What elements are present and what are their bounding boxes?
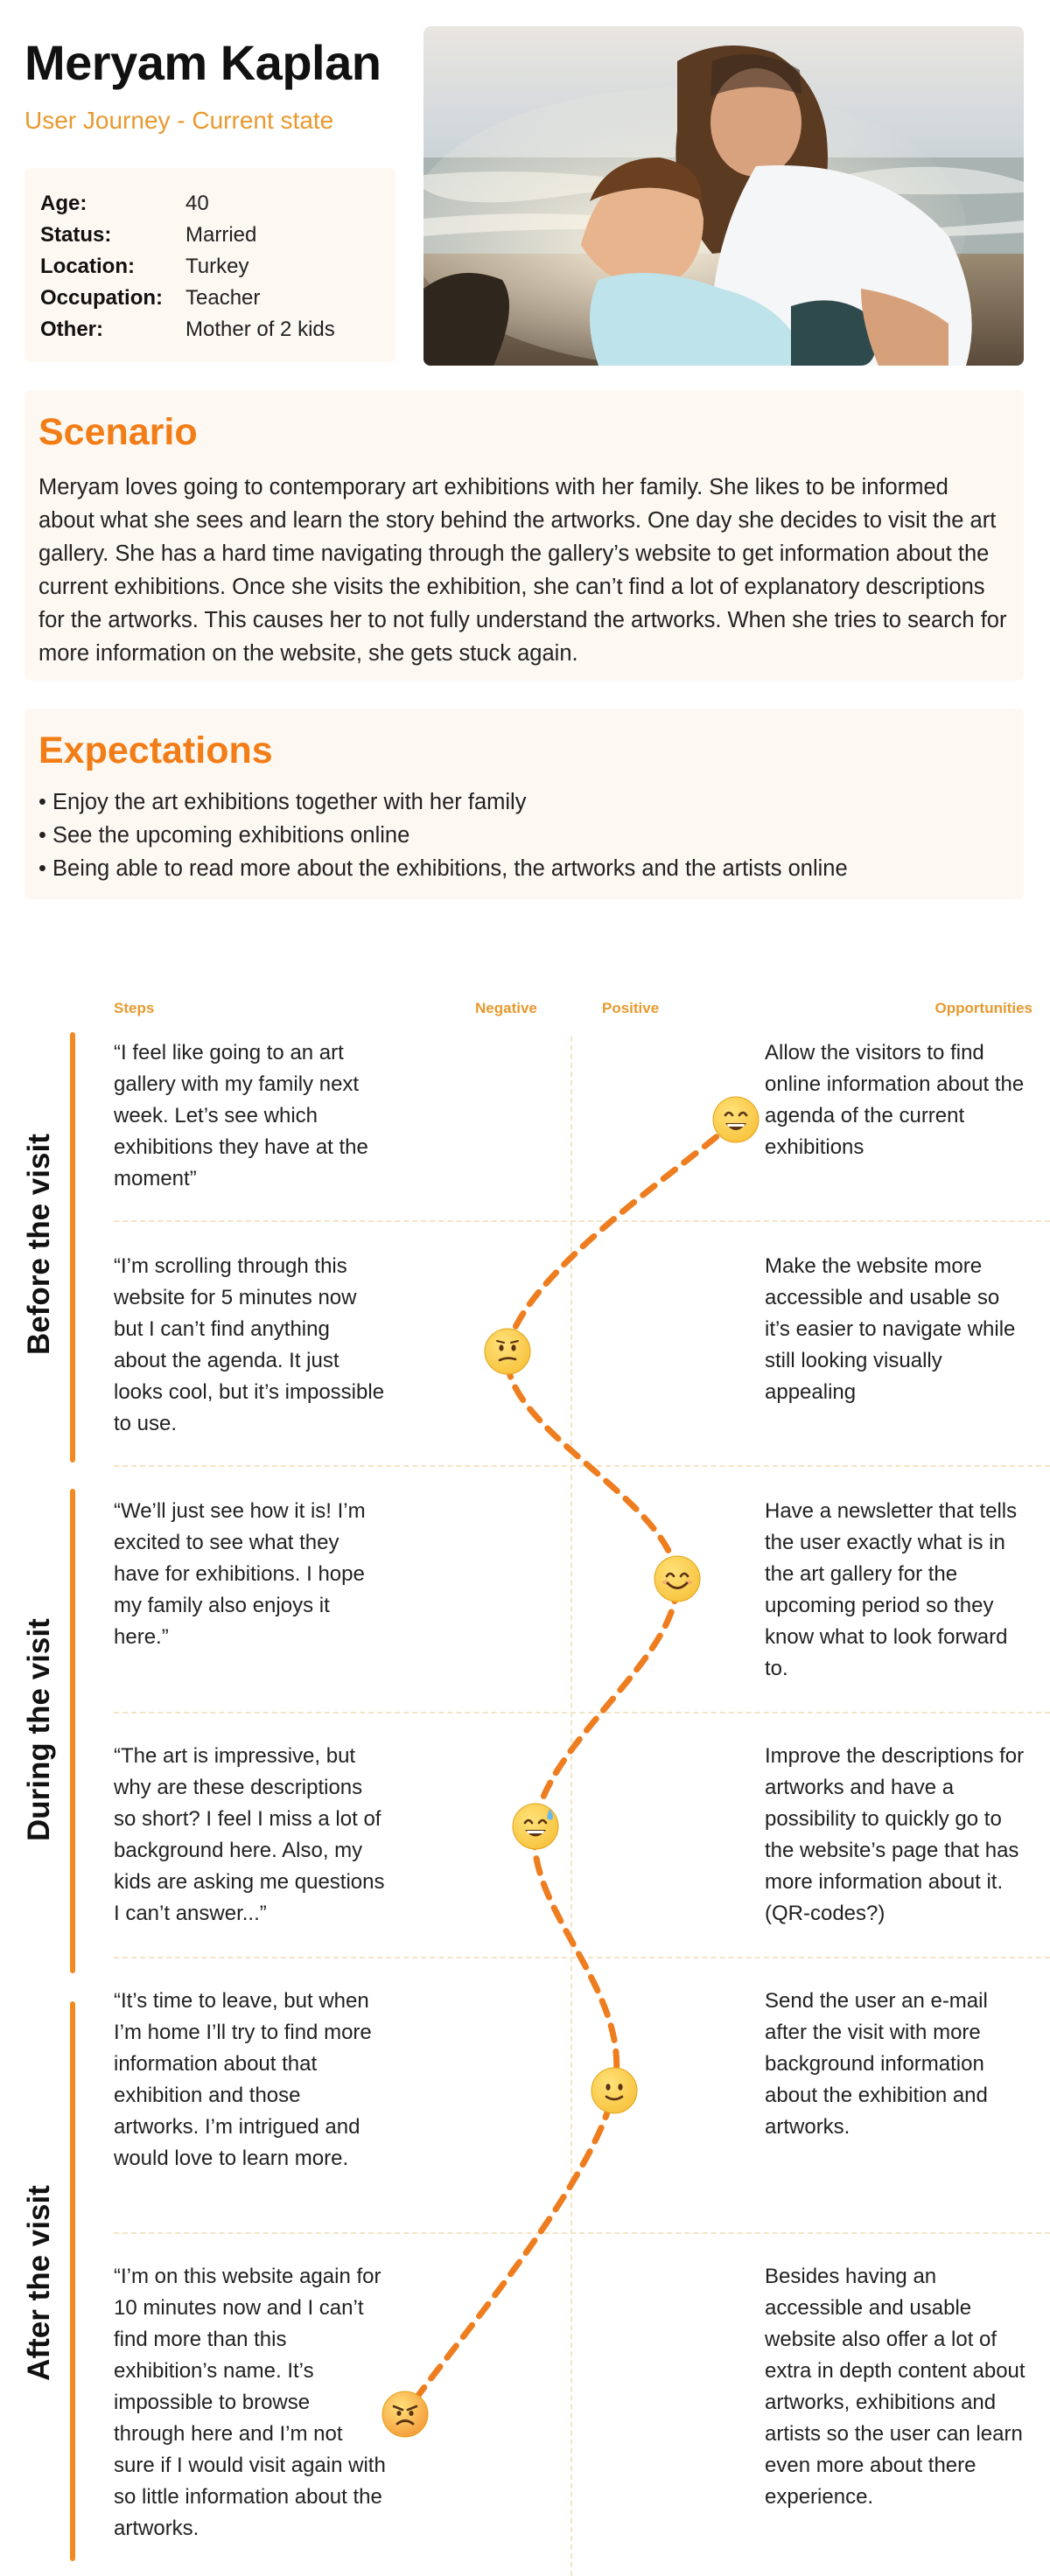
persona-subtitle: User Journey - Current state (24, 107, 334, 134)
step-quote: “We’ll just see how it is! I’m excited to see what they have for exhibitions. I hope my family also enjoys it here.” (114, 1499, 366, 1649)
opportunity-text: Have a newsletter that tells the user exactly what is in the art gallery for the upcoming period so they know what to look forward to. (765, 1499, 1018, 1680)
emotion-curve (405, 1120, 736, 2414)
info-label: Location: (40, 255, 135, 278)
expectations-title: Expectations (38, 730, 273, 771)
smiling-emoji-icon (653, 1554, 702, 1603)
header-positive: Positive (602, 1000, 660, 1016)
grinning-emoji-icon (711, 1095, 760, 1144)
phase-label-before: Before the visit (22, 1134, 56, 1355)
phase-label-during: During the visit (22, 1618, 56, 1841)
info-value: Married (186, 223, 257, 247)
step-quote: “I’m scrolling through this website for 5 minutes now but I can’t find anything about the agenda. It just looks cool, but it’s impossible to use. (114, 1254, 385, 1435)
header-negative: Negative (475, 1000, 537, 1016)
header-steps: Steps (114, 1000, 155, 1016)
info-value: 40 (186, 192, 209, 215)
header-opportunities: Opportunities (934, 1000, 1032, 1016)
opportunity-text: Improve the descriptions for artworks and have a possibility to quickly go to the website’s page that has more information about it. (QR-codes?) (765, 1744, 1025, 1925)
expectation-item: • Being able to read more about the exhibitions, the artworks and the artists online (38, 856, 848, 881)
opportunity-text: Make the website more accessible and usable so it’s easier to navigate while still looking visually appealing (765, 1254, 1016, 1404)
scenario-text: Meryam loves going to contemporary art exhibitions with her family. She likes to be informed about what she sees and learn the story behind the artworks. One day she decides to visit the art gallery. She has a hard time navigating through the gallery’s website to get information about the current exhibitions. Once she visits the exhibition, she can’t find a lot of explanatory descriptions for the artworks. This causes her to not fully understand the artworks. When she tries to search for more information on the website, she gets stuck again. (38, 475, 1007, 666)
step-quote: “The art is impressive, but why are these descriptions so short? I feel I miss a lot of background here. Also, my kids are asking me questions I can’t answer...” (114, 1744, 385, 1925)
confused-emoji-icon (483, 1327, 532, 1376)
info-value: Teacher (186, 286, 261, 310)
opportunity-text: Allow the visitors to find online information about the agenda of the current exhibitions (765, 1041, 1025, 1159)
persona-name: Meryam Kaplan (24, 35, 382, 90)
phase-label-after: After the visit (22, 2185, 56, 2381)
info-value: Mother of 2 kids (186, 318, 335, 341)
info-label: Other: (40, 318, 103, 341)
step-quote: “It’s time to leave, but when I’m home I’ll try to find more information about that exhibition and those artworks. I’m intrigued and would love to learn more. (114, 1989, 372, 2170)
info-label: Occupation: (40, 286, 164, 310)
sweat-smile-emoji-icon (511, 1802, 560, 1851)
opportunity-text: Besides having an accessible and usable website also offer a lot of extra in depth content about artworks, exhibitions and artists so the user can learn even more about there experience. (765, 2265, 1026, 2509)
expectation-item: • See the upcoming exhibitions online (38, 823, 410, 848)
info-value: Turkey (186, 255, 249, 278)
scenario-title: Scenario (38, 411, 198, 453)
info-label: Age: (40, 192, 88, 215)
angry-emoji-icon (381, 2390, 430, 2439)
expectation-item: • Enjoy the art exhibitions together with her family (38, 790, 527, 814)
opportunity-text: Send the user an e-mail after the visit with more background information about the exhibition and artworks. (765, 1989, 988, 2139)
slight-smile-emoji-icon (590, 2066, 639, 2115)
step-quote: “I feel like going to an art gallery with my family next week. Let’s see which exhibitions they have at the moment” (114, 1041, 368, 1190)
step-quote: “I’m on this website again for 10 minutes now and I can’t find more than this exhibition’s name. It’s impossible to browse through here and I’m not sure if I would visit again with so little information about the artworks. (114, 2265, 386, 2540)
info-label: Status: (40, 223, 112, 247)
